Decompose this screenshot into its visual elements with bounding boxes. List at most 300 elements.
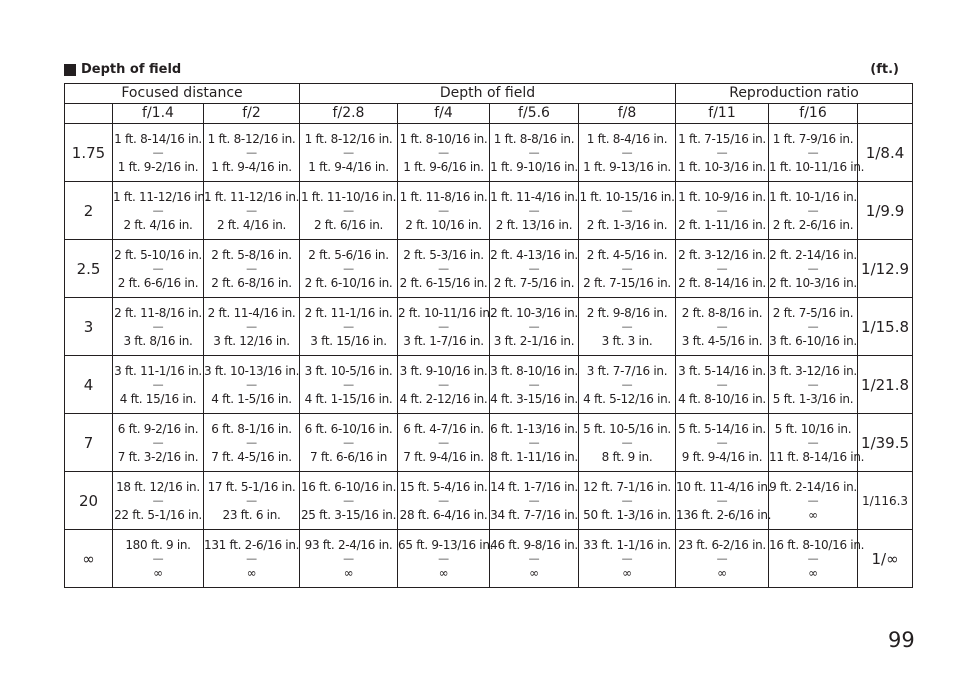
reproduction-ratio-cell: 1/15.8	[858, 298, 913, 356]
range-dash: —	[438, 435, 449, 449]
near-limit: 18 ft. 12/16 in.	[116, 479, 200, 494]
near-limit: 180 ft. 9 in.	[125, 537, 191, 552]
range-dash: —	[246, 493, 257, 507]
near-limit: 14 ft. 1-7/16 in.	[490, 479, 578, 494]
range-dash: —	[528, 319, 540, 333]
aperture-header: f/11	[676, 104, 769, 124]
range-dash: —	[246, 203, 257, 217]
reproduction-ratio-cell: 1/12.9	[858, 240, 913, 298]
depth-range-cell	[769, 472, 858, 530]
near-limit: 6 ft. 1-13/16 in.	[490, 421, 578, 436]
depth-range-cell	[579, 240, 676, 298]
range-dash: —	[621, 551, 633, 565]
far-limit: ∞	[808, 507, 818, 522]
far-limit: ∞	[438, 565, 449, 580]
near-limit: 5 ft. 5-14/16 in.	[678, 421, 766, 436]
range-dash: —	[807, 319, 819, 333]
far-limit: 2 ft. 13/16 in.	[495, 217, 573, 232]
near-limit: 2 ft. 9-8/16 in.	[586, 305, 668, 320]
near-limit: 2 ft. 5-6/16 in.	[308, 247, 389, 262]
far-limit: 9 ft. 9-4/16 in.	[681, 449, 763, 464]
table-row	[65, 240, 913, 298]
range-dash: —	[246, 261, 257, 275]
near-limit: 2 ft. 8-8/16 in.	[681, 305, 763, 320]
far-limit: 2 ft. 10/16 in.	[405, 217, 482, 232]
far-limit: ∞	[808, 565, 818, 580]
reproduction-ratio-cell: 1/21.8	[858, 356, 913, 414]
range-dash: —	[246, 319, 257, 333]
far-limit: 3 ft. 6-10/16 in.	[769, 333, 857, 348]
table-row	[65, 356, 913, 414]
near-limit: 2 ft. 7-5/16 in.	[772, 305, 854, 320]
near-limit: 1 ft. 11-12/16 in.	[204, 189, 300, 204]
far-limit: 2 ft. 6-6/16 in.	[117, 275, 199, 290]
near-limit: 3 ft. 11-1/16 in.	[114, 363, 202, 378]
range-dash: —	[716, 493, 728, 507]
near-limit: 2 ft. 11-8/16 in.	[114, 305, 202, 320]
far-limit: 1 ft. 9-4/16 in.	[308, 159, 389, 174]
depth-range-cell	[490, 124, 579, 182]
far-limit: 2 ft. 10-3/16 in.	[769, 275, 857, 290]
depth-range-cell	[579, 124, 676, 182]
depth-range-cell	[300, 472, 398, 530]
far-limit: 2 ft. 6-15/16 in.	[399, 275, 488, 290]
far-limit: 1 ft. 9-4/16 in.	[211, 159, 292, 174]
focused-distance-cell: 7	[65, 414, 113, 472]
depth-range-cell	[113, 182, 209, 240]
range-dash: —	[528, 145, 540, 159]
square-bullet-icon	[64, 64, 76, 76]
range-dash: —	[621, 377, 633, 391]
depth-range-cell	[204, 182, 300, 240]
depth-range-cell	[490, 240, 579, 298]
far-limit: ∞	[343, 565, 354, 580]
range-dash: —	[528, 377, 540, 391]
near-limit: 2 ft. 11-4/16 in.	[207, 305, 296, 320]
far-limit: 50 ft. 1-3/16 in.	[583, 507, 671, 522]
far-limit: 2 ft. 7-15/16 in.	[583, 275, 671, 290]
depth-range-cell	[398, 356, 490, 414]
far-limit: 7 ft. 4-5/16 in.	[211, 449, 292, 464]
near-limit: 1 ft. 11-4/16 in.	[490, 189, 578, 204]
focused-distance-cell: 2.5	[65, 240, 113, 298]
depth-range-cell	[769, 240, 858, 298]
unit-label: (ft.)	[870, 62, 899, 77]
depth-range-cell	[113, 298, 204, 356]
near-limit: 1 ft. 7-9/16 in.	[772, 131, 854, 146]
depth-range-cell	[676, 182, 769, 240]
depth-range-cell	[204, 472, 300, 530]
focused-distance-cell: 3	[65, 298, 113, 356]
depth-of-field-header: Depth of field	[300, 84, 676, 104]
depth-range-cell	[204, 124, 300, 182]
near-limit: 2 ft. 5-8/16 in.	[211, 247, 292, 262]
range-dash: —	[438, 551, 449, 565]
range-dash: —	[152, 435, 164, 449]
depth-range-cell	[113, 124, 204, 182]
near-limit: 2 ft. 5-10/16 in.	[114, 247, 202, 262]
depth-of-field-table	[64, 83, 913, 588]
near-limit: 6 ft. 4-7/16 in.	[403, 421, 484, 436]
far-limit: 3 ft. 15/16 in.	[310, 333, 387, 348]
range-dash: —	[621, 435, 633, 449]
near-limit: 1 ft. 8-10/16 in.	[399, 131, 488, 146]
range-dash: —	[438, 377, 449, 391]
near-limit: 1 ft. 10-9/16 in.	[678, 189, 766, 204]
range-dash: —	[621, 145, 633, 159]
far-limit: 22 ft. 5-1/16 in.	[114, 507, 202, 522]
range-dash: —	[716, 319, 728, 333]
near-limit: 17 ft. 5-1/16 in.	[207, 479, 296, 494]
depth-range-cell	[204, 414, 300, 472]
depth-range-cell	[398, 530, 494, 588]
focused-distance-cell: 2	[65, 182, 113, 240]
far-limit: ∞	[717, 565, 727, 580]
far-limit: 3 ft. 8/16 in.	[123, 333, 193, 348]
depth-range-cell	[676, 124, 769, 182]
range-dash: —	[807, 493, 819, 507]
range-dash: —	[621, 319, 633, 333]
near-limit: 3 ft. 5-14/16 in.	[678, 363, 766, 378]
depth-range-cell	[490, 182, 579, 240]
depth-range-cell	[579, 356, 676, 414]
range-dash: —	[438, 493, 449, 507]
far-limit: 4 ft. 5-12/16 in.	[583, 391, 671, 406]
far-limit: 4 ft. 3-15/16 in.	[490, 391, 578, 406]
far-limit: 2 ft. 4/16 in.	[216, 217, 287, 232]
near-limit: 1 ft. 8-12/16 in.	[207, 131, 296, 146]
range-dash: —	[152, 203, 164, 217]
depth-range-cell	[300, 124, 398, 182]
depth-range-cell	[113, 414, 204, 472]
depth-range-cell	[579, 472, 676, 530]
near-limit: 1 ft. 8-14/16 in.	[114, 131, 202, 146]
range-dash: —	[716, 145, 728, 159]
far-limit: 8 ft. 9 in.	[601, 449, 653, 464]
far-limit: 1 ft. 9-2/16 in.	[117, 159, 199, 174]
reproduction-ratio-header: Reproduction ratio	[676, 84, 913, 104]
depth-range-cell	[204, 530, 300, 588]
range-dash: —	[528, 435, 540, 449]
range-dash: —	[528, 551, 540, 565]
near-limit: 3 ft. 3-12/16 in.	[769, 363, 857, 378]
near-limit: 1 ft. 11-10/16 in.	[300, 189, 397, 204]
range-dash: —	[246, 435, 257, 449]
range-dash: —	[343, 203, 354, 217]
near-limit: 2 ft. 5-3/16 in.	[403, 247, 484, 262]
depth-range-cell	[579, 182, 676, 240]
near-limit: 10 ft. 11-4/16 in.	[676, 479, 772, 494]
reproduction-ratio-cell: 1/116.3	[858, 472, 913, 530]
depth-range-cell	[769, 356, 858, 414]
far-limit: 4 ft. 2-12/16 in.	[399, 391, 488, 406]
range-dash: —	[807, 261, 819, 275]
aperture-header: f/8	[579, 104, 676, 124]
near-limit: 1 ft. 8-8/16 in.	[493, 131, 575, 146]
depth-range-cell	[398, 124, 490, 182]
near-limit: 2 ft. 3-12/16 in.	[678, 247, 766, 262]
near-limit: 2 ft. 10-11/16 in.	[398, 305, 494, 320]
far-limit: ∞	[622, 565, 632, 580]
near-limit: 3 ft. 10-5/16 in.	[304, 363, 393, 378]
far-limit: 4 ft. 15/16 in.	[119, 391, 197, 406]
range-dash: —	[246, 377, 257, 391]
near-limit: 6 ft. 8-1/16 in.	[211, 421, 292, 436]
near-limit: 12 ft. 7-1/16 in.	[583, 479, 671, 494]
near-limit: 131 ft. 2-6/16 in.	[204, 537, 300, 552]
range-dash: —	[343, 261, 354, 275]
aperture-header: f/2.8	[300, 104, 398, 124]
depth-range-cell	[300, 356, 398, 414]
depth-range-cell	[769, 530, 865, 588]
range-dash: —	[807, 377, 819, 391]
depth-range-cell	[676, 298, 769, 356]
far-limit: 23 ft. 6 in.	[222, 507, 281, 522]
aperture-header: f/5.6	[490, 104, 579, 124]
page-number: 99	[888, 628, 915, 652]
aperture-header: f/16	[769, 104, 858, 124]
range-dash: —	[152, 551, 164, 565]
depth-range-cell	[300, 182, 398, 240]
near-limit: 16 ft. 6-10/16 in.	[300, 479, 397, 494]
near-limit: 6 ft. 9-2/16 in.	[117, 421, 199, 436]
header-row-top	[65, 84, 913, 104]
depth-range-cell	[300, 414, 398, 472]
depth-range-cell	[398, 182, 490, 240]
near-limit: 5 ft. 10-5/16 in.	[583, 421, 671, 436]
range-dash: —	[807, 551, 819, 565]
range-dash: —	[807, 145, 819, 159]
far-limit: 11 ft. 8-14/16 in.	[769, 449, 865, 464]
far-limit: 7 ft. 6-6/16 in	[310, 449, 387, 464]
depth-range-cell	[204, 356, 300, 414]
range-dash: —	[528, 261, 540, 275]
near-limit: 2 ft. 11-1/16 in.	[304, 305, 393, 320]
depth-range-cell	[676, 414, 769, 472]
depth-range-cell	[769, 124, 865, 182]
near-limit: 5 ft. 10/16 in.	[774, 421, 852, 436]
depth-range-cell	[769, 298, 858, 356]
table-row	[65, 124, 913, 182]
far-limit: 2 ft. 6-10/16 in.	[304, 275, 393, 290]
reproduction-ratio-cell: 1/9.9	[858, 182, 913, 240]
depth-range-cell	[300, 298, 398, 356]
ratio-header-blank	[858, 104, 913, 124]
near-limit: 1 ft. 8-4/16 in.	[586, 131, 668, 146]
far-limit: 3 ft. 12/16 in.	[213, 333, 290, 348]
range-dash: —	[716, 551, 728, 565]
range-dash: —	[716, 203, 728, 217]
depth-range-cell	[579, 298, 676, 356]
near-limit: 1 ft. 7-15/16 in.	[678, 131, 766, 146]
reproduction-ratio-cell: 1/∞	[858, 530, 913, 588]
near-limit: 3 ft. 10-13/16 in.	[204, 363, 300, 378]
far-limit: 2 ft. 7-5/16 in.	[493, 275, 575, 290]
table-row	[65, 298, 913, 356]
depth-range-cell	[398, 240, 490, 298]
far-limit: 8 ft. 1-11/16 in.	[490, 449, 578, 464]
near-limit: 6 ft. 6-10/16 in.	[304, 421, 393, 436]
focused-distance-cell: 20	[65, 472, 113, 530]
range-dash: —	[807, 435, 819, 449]
depth-range-cell	[676, 356, 769, 414]
range-dash: —	[438, 203, 449, 217]
depth-range-cell	[113, 472, 204, 530]
range-dash: —	[152, 261, 164, 275]
table-body	[65, 124, 913, 588]
depth-range-cell	[490, 530, 579, 588]
far-limit: 25 ft. 3-15/16 in.	[300, 507, 397, 522]
near-limit: 46 ft. 9-8/16 in.	[490, 537, 578, 552]
near-limit: 93 ft. 2-4/16 in.	[304, 537, 393, 552]
range-dash: —	[438, 319, 449, 333]
depth-range-cell	[490, 414, 579, 472]
far-limit: 4 ft. 8-10/16 in.	[678, 391, 766, 406]
depth-range-cell	[300, 240, 398, 298]
near-limit: 3 ft. 9-10/16 in.	[399, 363, 488, 378]
range-dash: —	[343, 435, 354, 449]
depth-range-cell	[398, 414, 490, 472]
depth-range-cell	[113, 356, 204, 414]
far-limit: 5 ft. 1-3/16 in.	[772, 391, 854, 406]
table-row	[65, 472, 913, 530]
near-limit: 1 ft. 11-8/16 in.	[399, 189, 488, 204]
near-limit: 16 ft. 8-10/16 in.	[769, 537, 865, 552]
far-limit: 28 ft. 6-4/16 in.	[399, 507, 488, 522]
near-limit: 15 ft. 5-4/16 in.	[399, 479, 488, 494]
far-limit: ∞	[153, 565, 163, 580]
depth-range-cell	[398, 472, 490, 530]
far-limit: ∞	[246, 565, 257, 580]
far-limit: ∞	[529, 565, 539, 580]
far-limit: 4 ft. 1-5/16 in.	[211, 391, 292, 406]
far-limit: 1 ft. 9-13/16 in.	[583, 159, 671, 174]
header-row-apertures	[65, 104, 913, 124]
near-limit: 1 ft. 10-1/16 in.	[769, 189, 857, 204]
far-limit: 2 ft. 6-8/16 in.	[211, 275, 292, 290]
near-limit: 2 ft. 10-3/16 in.	[490, 305, 578, 320]
far-limit: 1 ft. 9-6/16 in.	[403, 159, 484, 174]
far-limit: 2 ft. 2-6/16 in.	[772, 217, 854, 232]
range-dash: —	[152, 493, 164, 507]
far-limit: 1 ft. 10-11/16 in.	[769, 159, 865, 174]
far-limit: 3 ft. 4-5/16 in.	[681, 333, 763, 348]
depth-range-cell	[769, 182, 858, 240]
range-dash: —	[343, 493, 354, 507]
range-dash: —	[343, 551, 354, 565]
reproduction-ratio-cell: 1/8.4	[858, 124, 913, 182]
range-dash: —	[152, 319, 164, 333]
depth-range-cell	[490, 356, 579, 414]
section-heading-text: Depth of field	[81, 62, 182, 77]
far-limit: 3 ft. 3 in.	[601, 333, 653, 348]
depth-range-cell	[113, 530, 204, 588]
range-dash: —	[528, 493, 540, 507]
focused-distance-header: Focused distance	[65, 84, 300, 104]
depth-range-cell	[769, 414, 865, 472]
near-limit: 3 ft. 7-7/16 in.	[586, 363, 668, 378]
depth-range-cell	[113, 240, 204, 298]
near-limit: 2 ft. 2-14/16 in.	[769, 247, 857, 262]
range-dash: —	[621, 261, 633, 275]
far-limit: 136 ft. 2-6/16 in.	[676, 507, 772, 522]
near-limit: 33 ft. 1-1/16 in.	[583, 537, 671, 552]
far-limit: 3 ft. 2-1/16 in.	[493, 333, 575, 348]
table-row	[65, 414, 913, 472]
depth-range-cell	[579, 414, 676, 472]
range-dash: —	[716, 377, 728, 391]
near-limit: 3 ft. 8-10/16 in.	[490, 363, 578, 378]
far-limit: 1 ft. 10-3/16 in.	[678, 159, 766, 174]
depth-range-cell	[676, 530, 769, 588]
far-limit: 4 ft. 1-15/16 in.	[304, 391, 393, 406]
aperture-header: f/2	[204, 104, 300, 124]
depth-range-cell	[204, 298, 300, 356]
focused-distance-cell: 1.75	[65, 124, 113, 182]
range-dash: —	[621, 203, 633, 217]
near-limit: 2 ft. 4-13/16 in.	[490, 247, 578, 262]
range-dash: —	[152, 377, 164, 391]
range-dash: —	[246, 551, 257, 565]
range-dash: —	[343, 319, 354, 333]
near-limit: 9 ft. 2-14/16 in.	[769, 479, 857, 494]
far-limit: 3 ft. 1-7/16 in.	[403, 333, 484, 348]
range-dash: —	[152, 145, 164, 159]
table-row	[65, 530, 913, 588]
near-limit: 1 ft. 8-12/16 in.	[304, 131, 393, 146]
range-dash: —	[716, 261, 728, 275]
far-limit: 2 ft. 8-14/16 in.	[678, 275, 766, 290]
depth-range-cell	[398, 298, 494, 356]
aperture-header: f/1.4	[113, 104, 204, 124]
far-limit: 2 ft. 4/16 in.	[123, 217, 193, 232]
far-limit: 2 ft. 6/16 in.	[313, 217, 384, 232]
corner-cell	[65, 104, 113, 124]
depth-range-cell	[676, 240, 769, 298]
depth-range-cell	[579, 530, 676, 588]
near-limit: 1 ft. 11-12/16 in.	[113, 189, 209, 204]
far-limit: 2 ft. 1-3/16 in.	[586, 217, 668, 232]
range-dash: —	[343, 377, 354, 391]
depth-range-cell	[300, 530, 398, 588]
table-row	[65, 182, 913, 240]
range-dash: —	[438, 145, 449, 159]
near-limit: 65 ft. 9-13/16 in.	[398, 537, 494, 552]
depth-range-cell	[490, 298, 579, 356]
near-limit: 1 ft. 10-15/16 in.	[579, 189, 675, 204]
depth-range-cell	[676, 472, 772, 530]
near-limit: 23 ft. 6-2/16 in.	[678, 537, 766, 552]
near-limit: 2 ft. 4-5/16 in.	[586, 247, 668, 262]
range-dash: —	[438, 261, 449, 275]
aperture-header: f/4	[398, 104, 490, 124]
depth-range-cell	[204, 240, 300, 298]
range-dash: —	[807, 203, 819, 217]
range-dash: —	[246, 145, 257, 159]
depth-range-cell	[490, 472, 579, 530]
focused-distance-cell: ∞	[65, 530, 113, 588]
far-limit: 2 ft. 1-11/16 in.	[678, 217, 766, 232]
range-dash: —	[716, 435, 728, 449]
section-heading	[64, 62, 181, 77]
focused-distance-cell: 4	[65, 356, 113, 414]
far-limit: 1 ft. 9-10/16 in.	[490, 159, 578, 174]
far-limit: 7 ft. 9-4/16 in.	[403, 449, 484, 464]
far-limit: 34 ft. 7-7/16 in.	[490, 507, 578, 522]
range-dash: —	[528, 203, 540, 217]
reproduction-ratio-cell: 1/39.5	[858, 414, 913, 472]
range-dash: —	[621, 493, 633, 507]
